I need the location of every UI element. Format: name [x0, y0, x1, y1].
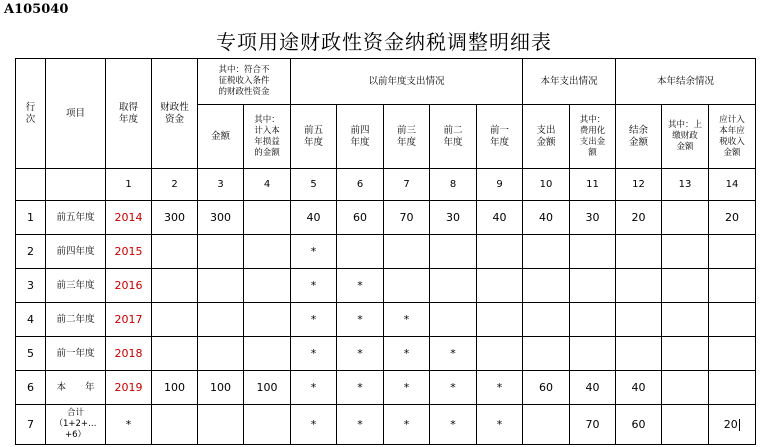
table-cell [16, 169, 46, 201]
header-c9 [477, 105, 523, 169]
text-cursor [739, 419, 741, 431]
header-text: 前二 年度 [443, 124, 463, 148]
table-cell [430, 201, 477, 235]
column-number: 3 [198, 169, 244, 201]
cell-value: * [310, 418, 317, 431]
cell-value: * [403, 347, 410, 360]
table-body [16, 201, 756, 445]
table-cell [46, 337, 106, 371]
table-cell [152, 269, 198, 303]
table-cell [46, 269, 106, 303]
column-number: 7 [384, 169, 430, 201]
column-number: 12 [616, 169, 662, 201]
column-number: 10 [523, 169, 570, 201]
table-row [16, 337, 756, 371]
header-text: 前五 年度 [303, 124, 323, 148]
header-text: 财政性 资金 [160, 101, 189, 125]
cell-value: * [403, 313, 410, 326]
table-cell [291, 337, 337, 371]
row-year: 2017 [114, 313, 143, 326]
table-cell [152, 337, 198, 371]
cell-value: 30 [585, 211, 600, 224]
row-item: 前五年度 [56, 211, 95, 223]
table-cell [570, 303, 616, 337]
table-cell [291, 371, 337, 405]
cell-value: 40 [585, 381, 600, 394]
table-cell [16, 269, 46, 303]
table-cell [46, 371, 106, 405]
table-cell [570, 269, 616, 303]
table-cell [384, 405, 430, 445]
header-prior-years-group [291, 59, 523, 105]
table-cell [337, 201, 384, 235]
table-cell [662, 269, 709, 303]
header-text: 项目 [65, 107, 85, 119]
column-number: 11 [570, 169, 616, 201]
table-row [16, 371, 756, 405]
table-cell [709, 269, 756, 303]
column-number: 1 [106, 169, 152, 201]
column-number: 2 [152, 169, 198, 201]
table-cell [46, 235, 106, 269]
cell-value: 30 [446, 211, 460, 224]
table-row [16, 269, 756, 303]
cell-value: 20 [631, 211, 646, 224]
table-row [16, 235, 756, 269]
header-text: 前四 年度 [350, 124, 370, 148]
header-c13 [662, 105, 709, 169]
table-cell [477, 269, 523, 303]
header-text: 以前年度支出情况 [368, 75, 445, 87]
header-c5 [291, 105, 337, 169]
cell-value: 40 [539, 211, 553, 224]
table-cell [152, 303, 198, 337]
table-cell [337, 405, 384, 445]
header-text: 支出 金额 [536, 124, 556, 148]
table-cell [570, 337, 616, 371]
table-cell [16, 235, 46, 269]
row-number: 2 [27, 245, 34, 258]
row-number: 4 [27, 313, 34, 326]
header-c12 [616, 105, 662, 169]
table-cell [106, 235, 152, 269]
table-cell [616, 371, 662, 405]
table-cell [570, 235, 616, 269]
cell-value: 100 [164, 381, 185, 394]
header-nontaxable-group [198, 59, 291, 105]
header-c7 [384, 105, 430, 169]
table-cell [244, 201, 291, 235]
header-current-expense-group [523, 59, 616, 105]
row-year: 2018 [114, 347, 143, 360]
table-cell [244, 405, 291, 445]
table-cell [709, 235, 756, 269]
table-cell [430, 235, 477, 269]
row-number: 3 [27, 279, 34, 292]
table-cell [616, 235, 662, 269]
table-cell [198, 371, 244, 405]
table-cell [291, 201, 337, 235]
cell-value: * [357, 279, 363, 292]
table-cell [709, 371, 756, 405]
header-text: 其中： 计入本 年损益 的金额 [254, 114, 280, 158]
header-text: 其中：上 缴财政 金额 [667, 120, 702, 152]
column-number: 6 [337, 169, 384, 201]
table-cell [291, 269, 337, 303]
header-text: 本年结余情况 [656, 75, 714, 87]
table-cell [662, 405, 709, 445]
table-cell [291, 303, 337, 337]
table-cell [662, 201, 709, 235]
cell-value: * [310, 279, 317, 292]
table-cell [523, 235, 570, 269]
cell-value: * [450, 381, 456, 394]
column-number-row [16, 169, 756, 201]
column-number: 14 [709, 169, 756, 201]
cell-value: 60 [353, 211, 367, 224]
table-cell [523, 405, 570, 445]
header-text: 其中：符合不 征税收入条件 的财政性资金 [218, 65, 270, 97]
table-cell [570, 201, 616, 235]
cell-value: * [310, 245, 317, 258]
table-cell [616, 405, 662, 445]
column-number: 5 [291, 169, 337, 201]
table-cell [523, 337, 570, 371]
header-current-balance-group [616, 59, 756, 105]
header-text: 结余 金额 [628, 124, 648, 148]
header-c3 [198, 105, 244, 169]
table-cell [430, 405, 477, 445]
table-cell [46, 303, 106, 337]
page-title: 专项用途财政性资金纳税调整明细表 [216, 30, 552, 54]
table-cell [244, 303, 291, 337]
header-c11 [570, 105, 616, 169]
row-number: 7 [27, 418, 34, 431]
cell-value: * [496, 381, 503, 394]
row-item: 前四年度 [56, 245, 95, 257]
table-cell [337, 337, 384, 371]
table-cell [106, 201, 152, 235]
table-cell [384, 371, 430, 405]
table-cell [198, 337, 244, 371]
row-item: 本 年 [56, 381, 95, 393]
header-c6 [337, 105, 384, 169]
table-cell [616, 201, 662, 235]
table-cell [198, 235, 244, 269]
cell-value: 20 [725, 211, 739, 224]
header-text: 金额 [210, 130, 230, 142]
table-cell [16, 337, 46, 371]
table-cell [523, 303, 570, 337]
table-cell [106, 303, 152, 337]
table-cell [523, 201, 570, 235]
row-number: 6 [27, 381, 34, 394]
header-row-no [16, 59, 46, 169]
row-number: 5 [27, 347, 34, 360]
table-cell [662, 235, 709, 269]
table-cell [291, 405, 337, 445]
table-cell [709, 201, 756, 235]
column-number: 4 [244, 169, 291, 201]
table-cell [616, 303, 662, 337]
cell-value: * [310, 381, 317, 394]
table-cell [337, 303, 384, 337]
table-cell [430, 269, 477, 303]
cell-value: * [357, 313, 363, 326]
adjustment-table [15, 58, 756, 445]
form-code: A105040 [4, 2, 69, 17]
header-item [46, 59, 106, 169]
row-year: 2016 [114, 279, 143, 292]
cell-value: * [403, 381, 410, 394]
cell-value: 70 [399, 211, 414, 224]
table-cell [523, 269, 570, 303]
table-cell [46, 405, 106, 445]
cell-value: 60 [539, 381, 553, 394]
table-cell [570, 371, 616, 405]
header-c10 [523, 105, 570, 169]
row-year: * [125, 418, 132, 431]
table-cell [709, 405, 756, 445]
table-row [16, 201, 756, 235]
cell-value: * [310, 313, 317, 326]
cell-value: 60 [631, 418, 646, 431]
table-cell [152, 201, 198, 235]
table-cell [152, 371, 198, 405]
column-number: 9 [477, 169, 523, 201]
table-cell [244, 371, 291, 405]
table-cell [662, 371, 709, 405]
cell-value: * [450, 418, 456, 431]
table-cell [616, 337, 662, 371]
table-cell [430, 371, 477, 405]
table-cell [384, 269, 430, 303]
cell-value: 300 [164, 211, 185, 224]
row-item: 合计 （1+2+…+6） [54, 408, 97, 440]
cell-value: * [357, 347, 363, 360]
cell-value: * [357, 418, 363, 431]
table-cell [46, 169, 106, 201]
header-text: 前一 年度 [489, 124, 509, 148]
cell-value: * [496, 418, 503, 431]
cell-value: 100 [256, 381, 278, 394]
cell-value: 40 [306, 211, 321, 224]
table-cell [198, 303, 244, 337]
table-cell [477, 405, 523, 445]
table-cell [430, 337, 477, 371]
table-cell [106, 269, 152, 303]
table-cell [523, 371, 570, 405]
cell-value: * [403, 418, 410, 431]
table-row [16, 405, 756, 445]
cell-value: * [450, 347, 456, 360]
table-cell [477, 201, 523, 235]
table-cell [244, 235, 291, 269]
header-text: 其中： 费用化 支出金 额 [579, 114, 606, 158]
cell-value: 300 [210, 211, 231, 224]
table-cell [337, 371, 384, 405]
header-text: 应计入 本年应 税收入 金额 [719, 114, 745, 158]
cell-value: 40 [631, 381, 646, 394]
table-cell [384, 235, 430, 269]
table-cell [46, 201, 106, 235]
table-cell [570, 405, 616, 445]
row-year: 2014 [114, 211, 143, 224]
header-c8 [430, 105, 477, 169]
header-c14 [709, 105, 756, 169]
table-cell [16, 303, 46, 337]
table-cell [106, 405, 152, 445]
table-cell [477, 337, 523, 371]
cell-value: * [357, 381, 363, 394]
table-cell [477, 303, 523, 337]
header-c4 [244, 105, 291, 169]
table-cell [244, 269, 291, 303]
header-text: 本年支出情况 [540, 75, 598, 87]
cell-value: * [310, 347, 317, 360]
table-cell [16, 371, 46, 405]
table-cell [384, 337, 430, 371]
row-number: 1 [27, 211, 34, 224]
table-cell [662, 337, 709, 371]
table-cell [616, 269, 662, 303]
table-cell [337, 269, 384, 303]
row-year: 2015 [114, 245, 143, 258]
table-cell [709, 303, 756, 337]
row-item: 前二年度 [56, 313, 95, 325]
table-cell [198, 405, 244, 445]
table-cell [152, 235, 198, 269]
column-number: 13 [662, 169, 709, 201]
column-number: 8 [430, 169, 477, 201]
header-text: 取得 年度 [118, 101, 138, 125]
table-cell [477, 235, 523, 269]
header-text: 行 次 [25, 101, 36, 125]
table-cell [662, 303, 709, 337]
table-cell [106, 337, 152, 371]
table-cell [198, 201, 244, 235]
table-cell [152, 405, 198, 445]
table-cell [384, 303, 430, 337]
header-text: 前三 年度 [396, 124, 416, 148]
cell-value: 40 [492, 211, 507, 224]
header-fiscal-fund [152, 59, 198, 169]
cell-value: 20 [723, 418, 738, 431]
table-cell [477, 371, 523, 405]
table-cell [337, 235, 384, 269]
table-cell [244, 337, 291, 371]
table-cell [709, 337, 756, 371]
table-cell [198, 269, 244, 303]
table-cell [16, 405, 46, 445]
table-cell [291, 235, 337, 269]
table-row [16, 303, 756, 337]
row-item: 前一年度 [56, 347, 95, 359]
cell-value: 100 [210, 381, 231, 394]
cell-value: 70 [585, 418, 600, 431]
table-cell [106, 371, 152, 405]
header-year [106, 59, 152, 169]
row-item: 前三年度 [56, 279, 95, 291]
row-year: 2019 [114, 381, 143, 394]
table-cell [16, 201, 46, 235]
table-cell [430, 303, 477, 337]
table-cell [384, 201, 430, 235]
